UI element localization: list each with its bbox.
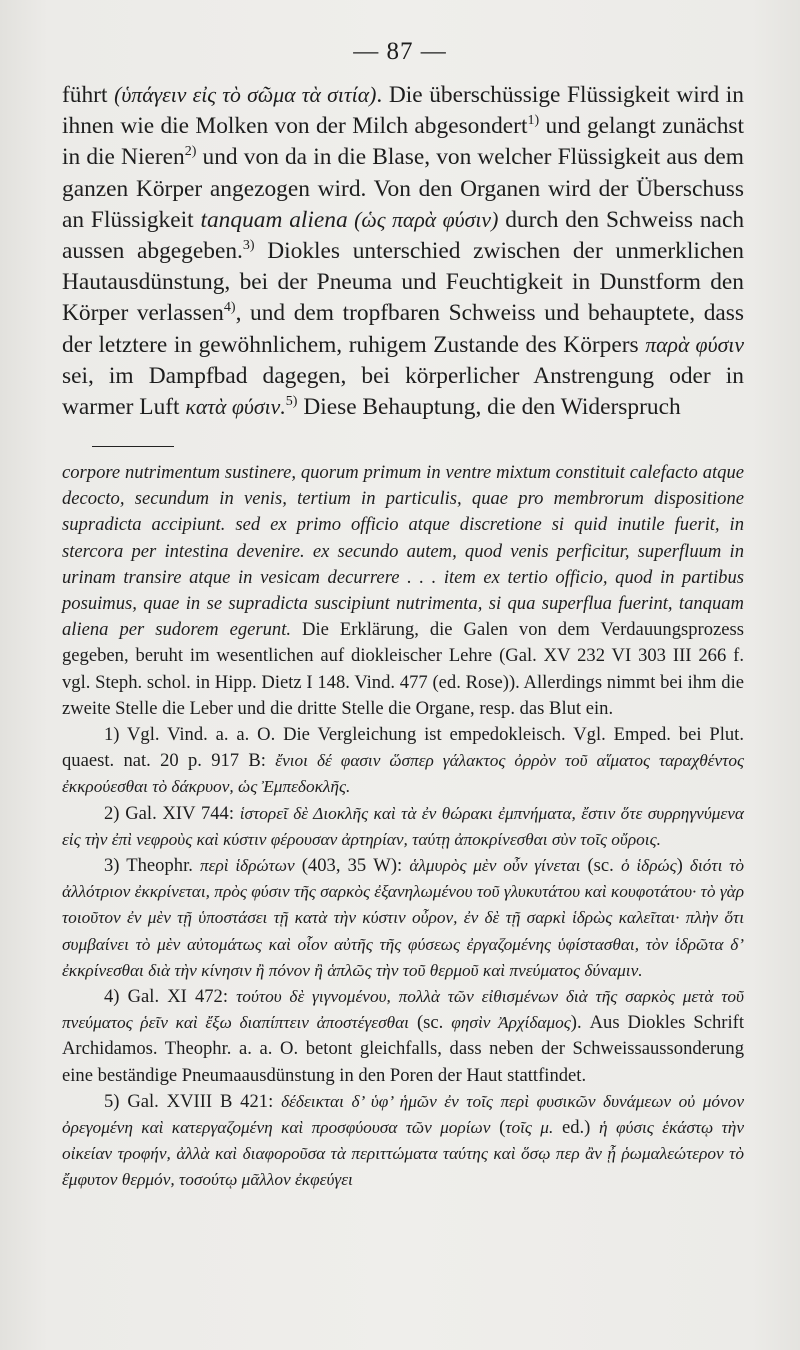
body-text: sei, im Dampfbad dagegen, bei körperlicher Anstrengung oder in warmer Luft	[62, 362, 744, 421]
body-greek-text: (ὑπάγειν εἰς τὸ σῶμα τὰ σιτία)	[114, 83, 377, 107]
footnote-reference: 4)	[223, 299, 236, 316]
footnote-reference: 5)	[285, 393, 298, 410]
footnote	[62, 801, 744, 853]
page-number: — 87 —	[353, 38, 447, 65]
footnote-greek-text: ἁλμυρὸς μὲν οὖν γίνεται	[409, 856, 581, 876]
footnote-reference: 1)	[527, 112, 540, 129]
footnote	[62, 1089, 744, 1194]
footnote	[62, 984, 744, 1089]
footnote-greek-text: τούτου δὲ γιγνομένου, πολλὰ τῶν εἰθισμένων διὰ τῆς σαρκὸς μετὰ τοῦ πνεύματος ῥεῖν καὶ ἔξω διαπίπτειν ἀποστέγεσθαι	[62, 987, 744, 1033]
body-text: führt	[62, 82, 115, 108]
footnote-greek-text: φησὶν Ἀρχίδαμος	[451, 1013, 571, 1033]
footnote-greek-text: ἡ φύσις ἑκάστῳ τὴν οἰκείαν τροφήν, ἀλλὰ καὶ διαφοροῦσα τὰ περιττώματα ταύτης καὶ ὅσῳ περ ἂν ᾖ ῥωμαλεώτερον τὸ ἔμφυτον θερμόν, τοσούτῳ μᾶλλον ἐκφεύγει	[62, 1118, 745, 1190]
main-paragraph	[62, 80, 744, 423]
body-text: Diokles unterschied zwischen der unmerklichen Hautausdünstung, bei der Pneuma und Feuchtigkeit in Dunstform den Körper verlassen	[62, 238, 745, 327]
footnote-text: (sc.	[408, 1012, 452, 1034]
footnote-greek-text: διότι τὸ ἀλλότριον ἐκκρίνεται, πρὸς φύσιν τῆς σαρκὸς ἐξανηλωμένου τοῦ γλυκυτάτου καὶ κουφοτάτου· τὸ γὰρ τοιοῦτον ἐν μὲν τῇ ὑποστάσει τῇ κατὰ τὴν κύστιν οὖρον, ἐν δὲ τῇ σαρκὶ ἱδρὼς καλεῖται· πλὴν ὅτι συμβαίνει τὸ μὲν αὐτομάτως καὶ οἷον αὐτῆς τῆς φύσεως ἐργαζομένης ὑφίστασθαι, τὸν ἱδρῶτα δ’ ἐκκρίνεσθαι διὰ τὴν κίνησιν ἢ πόνον ἢ ἁπλῶς τὴν τοῦ θερμοῦ καὶ πνεύματος δύναμιν.	[62, 856, 744, 980]
footnote-text: ed.)	[553, 1117, 600, 1139]
body-latin-text: tanquam aliena	[200, 206, 348, 233]
body-greek-text: κατὰ φύσιν.	[185, 395, 286, 420]
footnote-text: 4) Gal. XI 472:	[104, 986, 237, 1008]
footnote-text: 5) Gal. XVIII B 421:	[104, 1090, 282, 1112]
footnote-reference: 3)	[242, 237, 255, 254]
body-greek-text: (ὡς παρὰ φύσιν)	[347, 207, 499, 232]
body-text: Diese Behauptung, die den Widerspruch	[297, 394, 681, 421]
footnote-greek-text: ὁ ἱδρώς	[620, 856, 677, 876]
footnote-text: (sc.	[580, 855, 621, 877]
footnote	[62, 853, 744, 984]
footnote-divider	[92, 446, 174, 447]
footnote-latin-text: corpore nutrimentum sustinere, quorum primum in ventre mixtum constituit calefacto atque decocto, secundum in venis, tertium in particulis, quae pro membrorum dispositione supradicta accipiunt. sed ex primo officio atque discretione si quid inutile fuerit, in stercora per intestina devenire. ex secundo autem, quod venis perficitur, superfluum in urinam transire atque in vesicam decurrere . . . item ex tertio officio, quod in partibus posuimus, quae in se supradicta suscipiunt nutrimenta, si qua superflua fuerint, tanquam aliena per sudorem egerunt.	[62, 462, 744, 641]
footnotes	[62, 460, 744, 1194]
footnote-text: 1) Vgl. Vind. a. a. O. Die Vergleichung ist empedokleisch. Vgl. Emped. bei Plut. quaest. nat. 20 p. 917 B:	[62, 724, 744, 772]
main-text	[62, 80, 744, 423]
footnote-greek-text: ἱστορεῖ δὲ Διοκλῆς καὶ τὰ ἐν θώρακι ἐμπνήματα, ἔστιν ὅτε συρρηγνύμενα εἰς τὴν ἐπὶ νεφροὺς καὶ κύστιν φέρουσαν ἀρτηρίαν, ταύτῃ ἀποκρίνεσθαι σὺν τοῖς οὔροις.	[62, 803, 744, 849]
footnote-text: (	[490, 1117, 506, 1139]
body-text: und gelangt zunächst in die Nieren	[62, 113, 745, 171]
footnote-greek-text: τοῖς μ.	[505, 1118, 554, 1138]
footnote-greek-text: περὶ ἱδρώτων	[200, 856, 295, 876]
footnote-text: (403, 35 W):	[294, 855, 410, 877]
footnote-greek-text: δέδεικται δ’ ὑφ’ ἡμῶν ἐν τοῖς περὶ φυσικῶν δυνάμεων οὐ μόνον ὀρεγομένη καὶ κατεργαζομένη καὶ προσφύουσα τῶν μορίων	[62, 1091, 744, 1138]
footnote-text: )	[676, 855, 690, 877]
body-text: . Die überschüssige Flüssigkeit wird in ihnen wie die Molken von der Milch abgesondert	[62, 82, 744, 140]
footnote-greek-text: ἔνιοι δέ φασιν ὥσπερ γάλακτος ὀρρὸν τοῦ αἵματος ταραχθέντος ἐκκρούεσθαι τὸ δάκρυον, ὡς Ἐμπεδοκλῆς.	[62, 751, 745, 797]
body-text: durch den Schweiss nach aussen abgegeben.	[62, 206, 745, 265]
footnote-text: 2) Gal. XIV 744:	[104, 802, 240, 824]
footnote-text: 3) Theophr.	[104, 855, 201, 877]
footnote-reference: 2)	[184, 143, 197, 160]
footnote	[62, 722, 744, 801]
body-text: und von da in die Blase, von welcher Flüssigkeit aus dem ganzen Körper angezogen wird. Von den Organen wird der Überschuss an Flüssigkeit	[62, 144, 744, 233]
footnote-text: ). Aus Diokles Schrift Archidamos. Theophr. a. a. O. betont gleichfalls, dass neben der Schweissaussonderung eine beständige Pneumaausdünstung in den Poren der Haut stattfindet.	[62, 1012, 744, 1086]
footnote-continuation	[62, 460, 744, 722]
footnote-text: Die Erklärung, die Galen von dem Verdauungsprozess gegeben, beruht im wesentlichen auf diokleischer Lehre (Gal. XV 232 VI 303 III 266 f. vgl. Steph. schol. in Hipp. Dietz I 148. Vind. 477 (ed. Rose)). Allerdings nimmt bei ihm die zweite Stelle die Leber und die dritte Stelle die Organe, resp. das Blut ein.	[62, 619, 745, 719]
body-text: , und dem tropfbaren Schweiss und behauptete, dass der letztere in gewöhnlichem, ruhigem Zustande des Körpers	[62, 300, 744, 358]
body-greek-text: παρὰ φύσιν	[645, 332, 744, 357]
